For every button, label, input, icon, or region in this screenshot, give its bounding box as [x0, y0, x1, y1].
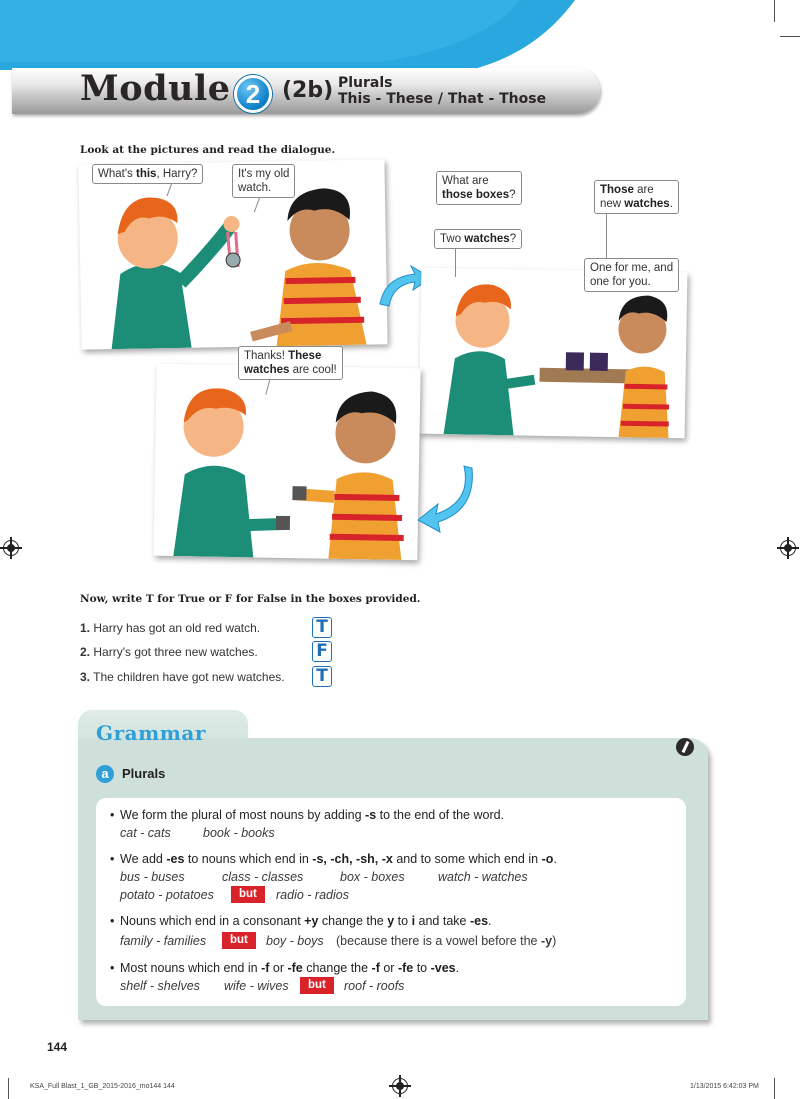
tf-number: 3.: [80, 670, 91, 684]
speech-bubble-two-watches: Two watches?: [434, 229, 522, 249]
example: boy - boys: [266, 934, 324, 948]
tf-text: The children have got new watches.: [93, 670, 285, 684]
example: potato - potatoes: [120, 888, 214, 902]
example: class - classes: [222, 870, 304, 884]
rule-3: • Nouns which end in a consonant +y change the y to i and take -es.: [110, 914, 492, 928]
speech-bubble-new-watches: Those are new watches.: [594, 180, 679, 214]
example: family - families: [120, 934, 207, 948]
tf-answer-box-1[interactable]: T: [312, 617, 332, 638]
crop-mark: [774, 1078, 775, 1099]
example: cat - cats: [120, 826, 171, 840]
tf-statement-3: [80, 670, 285, 684]
example: radio - radios: [276, 888, 349, 902]
rule-2: • We add -es to nouns which end in -s, -ch, -sh, -x and to some which end in -o.: [110, 852, 557, 866]
speech-bubble-whats-this: What's this, Harry?: [92, 164, 203, 184]
registration-mark-icon: [3, 540, 19, 556]
module-word: Module: [80, 68, 231, 109]
example: bus - buses: [120, 870, 185, 884]
example: watch - watches: [438, 870, 528, 884]
module-number-badge: 2: [234, 75, 272, 113]
example: book - books: [203, 826, 275, 840]
lesson-title-2: This - These / That - Those: [338, 91, 547, 107]
footer-file-info: KSA_Full Blast_1_GB_2015-2016_mo144 144: [30, 1083, 175, 1090]
curved-arrow-icon: [414, 462, 478, 534]
rule-3-note: (because there is a vowel before the -y): [336, 934, 557, 948]
example: shelf - shelves: [120, 979, 200, 993]
section-badge: a: [96, 765, 114, 783]
rule-1: • We form the plural of most nouns by adding -s to the end of the word.: [110, 808, 505, 822]
example: box - boxes: [340, 870, 405, 884]
tf-text: Harry has got an old red watch.: [93, 621, 261, 635]
comic-panel-3: [153, 364, 420, 561]
tf-answer-box-3[interactable]: T: [312, 666, 332, 687]
registration-mark-icon: [392, 1078, 408, 1094]
but-label: but: [222, 932, 256, 949]
tf-answer-box-2[interactable]: F: [312, 641, 332, 662]
but-label: but: [231, 886, 265, 903]
but-label: but: [300, 977, 334, 994]
tf-number: 1.: [80, 621, 91, 635]
lesson-code: (2b): [282, 78, 334, 103]
speech-bubble-these-watches: Thanks! These watches are cool!: [238, 346, 343, 380]
instruction-true-false: Now, write T for True or F for False in the boxes provided.: [80, 593, 421, 605]
instruction-dialogue: Look at the pictures and read the dialogue.: [80, 144, 336, 156]
registration-mark-icon: [780, 540, 796, 556]
page-number: 144: [47, 1040, 68, 1054]
footer-timestamp: 1/13/2015 6:42:03 PM: [690, 1083, 759, 1090]
tf-number: 2.: [80, 645, 91, 659]
speech-bubble-tail: [455, 245, 456, 277]
speech-bubble-old-watch: It's my old watch.: [232, 164, 295, 198]
tf-text: Harry's got three new watches.: [93, 645, 258, 659]
speech-bubble-tail: [606, 210, 607, 260]
tf-statement-1: [80, 621, 260, 635]
tf-statement-2: [80, 645, 258, 659]
comic-panel-2: [419, 268, 688, 439]
speech-bubble-one-for-me: One for me, and one for you.: [584, 258, 679, 292]
lesson-title-1: Plurals: [338, 75, 393, 91]
example: roof - roofs: [344, 979, 405, 993]
section-title: Plurals: [122, 766, 166, 781]
crop-mark: [8, 1078, 9, 1099]
speech-bubble-those-boxes: What are those boxes?: [436, 171, 522, 205]
grammar-reference-icon: [676, 738, 694, 756]
example: wife - wives: [224, 979, 289, 993]
boys-with-boxes-illustration: [419, 268, 688, 439]
rule-4: • Most nouns which end in -f or -fe change the -f or -fe to -ves.: [110, 961, 460, 975]
boys-comparing-watches-illustration: [153, 364, 420, 561]
grammar-title: Grammar: [96, 721, 206, 745]
